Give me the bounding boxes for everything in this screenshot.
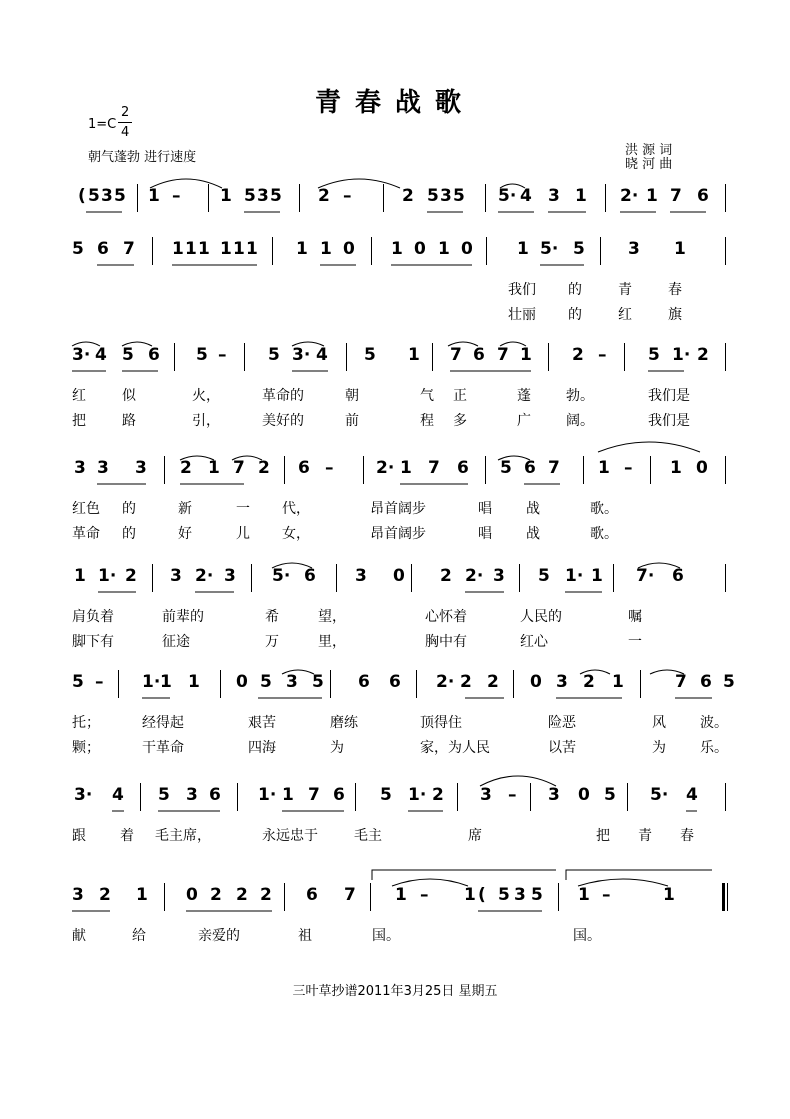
lyric-verse1: 红 xyxy=(72,388,86,404)
note: 5 xyxy=(114,186,126,206)
note: 1· xyxy=(258,785,277,805)
note: 1· xyxy=(408,785,427,805)
note: 2 xyxy=(583,672,595,692)
note: 2 xyxy=(440,566,452,586)
lyric-verse1: 国。 xyxy=(573,928,601,944)
note: 5 xyxy=(260,672,272,692)
lyric-verse2: 一 xyxy=(628,634,642,650)
note: 1 xyxy=(185,239,197,259)
lyric-verse2: 程 xyxy=(420,413,434,429)
lyric-verse1: 红色 xyxy=(72,501,100,517)
note: 5 xyxy=(122,345,134,365)
note: 0 xyxy=(343,239,355,259)
volta-bracket xyxy=(566,870,712,880)
slur xyxy=(598,442,700,452)
slur xyxy=(72,342,100,346)
lyric-verse2: 红心 xyxy=(520,634,548,650)
lyric-verse2: 好 xyxy=(178,526,192,542)
note: 2· xyxy=(436,672,455,692)
lyric-verse2: 唱 xyxy=(478,526,492,542)
note: 2· xyxy=(376,458,395,478)
note: 5 xyxy=(158,785,170,805)
lyric-verse1: 磨练 xyxy=(330,715,358,731)
note: 0 xyxy=(461,239,473,259)
note: 3 xyxy=(224,566,236,586)
note: 7 xyxy=(670,186,682,206)
lyric-verse1: 毛主席， xyxy=(155,828,211,844)
note: 3 xyxy=(257,186,269,206)
note: 4 xyxy=(520,186,532,206)
note: 1· xyxy=(672,345,691,365)
note: 1 xyxy=(233,239,245,259)
note: 2 xyxy=(99,885,111,905)
note: 2 xyxy=(210,885,222,905)
lyric-verse1: 春 xyxy=(680,828,694,844)
note: 5 xyxy=(88,186,100,206)
lyric-verse1: 的 xyxy=(122,501,136,517)
lyric-verse2: 引， xyxy=(192,413,220,429)
note: 1 xyxy=(282,785,294,805)
lyric-verse2: 胸中有 xyxy=(425,634,467,650)
note: 3 xyxy=(514,885,526,905)
note: 6 xyxy=(697,186,709,206)
note: 5 xyxy=(723,672,735,692)
note: 2 xyxy=(460,672,472,692)
note: 6 xyxy=(358,672,370,692)
note: 1· xyxy=(142,672,161,692)
lyric-verse2: 万 xyxy=(265,634,279,650)
lyric-verse2: 阔。 xyxy=(566,413,594,429)
note: 5 xyxy=(268,345,280,365)
note: 1 xyxy=(391,239,403,259)
lyric-verse1: 的 xyxy=(568,282,582,298)
lyric-verse1: 永远忠于 xyxy=(262,828,318,844)
slur xyxy=(150,179,222,188)
song-title: 青春战歌 xyxy=(314,88,475,118)
tempo-marking: 朝气蓬勃 进行速度 xyxy=(88,150,197,165)
lyric-verse2: 红 xyxy=(618,307,632,323)
lyric-verse1: 昂首阔步 xyxy=(370,501,426,517)
note: 7 xyxy=(450,345,462,365)
lyric-verse1: 艰苦 xyxy=(248,715,276,731)
slur xyxy=(318,179,400,188)
lyric-verse1: 国。 xyxy=(372,928,400,944)
note: 0 xyxy=(236,672,248,692)
lyric-verse1: 险恶 xyxy=(548,715,576,731)
lyric-verse1: 嘱 xyxy=(628,609,642,625)
note: 3· xyxy=(74,785,93,805)
lyric-verse1: 毛主 xyxy=(354,828,382,844)
slur xyxy=(272,563,312,568)
slur xyxy=(498,456,530,460)
lyric-verse2: 乐。 xyxy=(700,740,728,756)
lyric-verse2: 的 xyxy=(568,307,582,323)
lyric-verse2: 的 xyxy=(122,526,136,542)
note: 0 xyxy=(414,239,426,259)
note: 3· xyxy=(292,345,311,365)
note: – xyxy=(508,785,517,805)
lyricist-credit: 洪 源 词 xyxy=(625,143,673,158)
note: 0 xyxy=(530,672,542,692)
slur xyxy=(500,342,526,346)
lyric-verse1: 给 xyxy=(132,928,146,944)
footer-note: 三叶草抄谱2011年3月25日 星期五 xyxy=(292,984,498,999)
note: 1 xyxy=(663,885,675,905)
note: 3 xyxy=(135,458,147,478)
note: 3 xyxy=(186,785,198,805)
note: – xyxy=(624,458,633,478)
lyric-verse1: 风 xyxy=(652,715,666,731)
note: 5· xyxy=(498,186,517,206)
note: ( xyxy=(78,186,86,206)
lyric-verse1: 前辈的 xyxy=(162,609,204,625)
note: 1 xyxy=(320,239,332,259)
note: – xyxy=(602,885,611,905)
note: 3 xyxy=(101,186,113,206)
note: 0 xyxy=(578,785,590,805)
lyric-verse1: 望， xyxy=(318,609,346,625)
note: 7 xyxy=(548,458,560,478)
note: 3 xyxy=(493,566,505,586)
note: 1 xyxy=(198,239,210,259)
lyric-verse1: 战 xyxy=(526,501,540,517)
lyric-verse1: 青 xyxy=(618,282,632,298)
lyric-verse2: 广 xyxy=(517,413,531,429)
lyric-verse2: 战 xyxy=(526,526,540,542)
lyric-verse2: 四海 xyxy=(248,740,276,756)
note: 3 xyxy=(556,672,568,692)
note: 1 xyxy=(408,345,420,365)
note: 1 xyxy=(438,239,450,259)
note: 3 xyxy=(628,239,640,259)
note: 3 xyxy=(548,785,560,805)
note: 5 xyxy=(72,239,84,259)
note: – xyxy=(218,345,227,365)
lyric-verse1: 蓬 xyxy=(517,388,531,404)
note: 2 xyxy=(260,885,272,905)
lyric-verse1: 唱 xyxy=(478,501,492,517)
note: 3 xyxy=(440,186,452,206)
note: 3 xyxy=(74,458,86,478)
note: 6 xyxy=(700,672,712,692)
time-signature-top: 2 xyxy=(121,105,130,120)
note: 4 xyxy=(95,345,107,365)
note: 5· xyxy=(540,239,559,259)
note: 5 xyxy=(270,186,282,206)
note: 3 xyxy=(72,885,84,905)
note: 3 xyxy=(97,458,109,478)
note: 5 xyxy=(312,672,324,692)
lyric-verse1: 火， xyxy=(192,388,220,404)
lyric-verse1: 朝 xyxy=(345,388,359,404)
lyric-verse1: 顶得住 xyxy=(420,715,462,731)
note: – xyxy=(325,458,334,478)
lyric-verse1: 我们 xyxy=(508,282,536,298)
volta-bracket xyxy=(372,870,556,880)
lyric-verse1: 经得起 xyxy=(142,715,184,731)
note: 1 xyxy=(220,186,232,206)
note: 7 xyxy=(497,345,509,365)
note: 5 xyxy=(531,885,543,905)
note: 6 xyxy=(457,458,469,478)
lyric-verse1: 席 xyxy=(468,828,482,844)
note: 5 xyxy=(500,458,512,478)
note: 6 xyxy=(306,885,318,905)
note: 1 xyxy=(400,458,412,478)
note: 5 xyxy=(573,239,585,259)
lyric-verse1: 人民的 xyxy=(520,609,562,625)
lyric-verse1: 春 xyxy=(668,282,682,298)
lyric-verse1: 一 xyxy=(236,501,250,517)
note: 1 xyxy=(674,239,686,259)
lyric-verse2: 家，为人民 xyxy=(420,740,490,756)
time-signature-bottom: 4 xyxy=(121,125,130,140)
note: 1 xyxy=(208,458,220,478)
note: – xyxy=(95,672,104,692)
lyric-verse1: 勃。 xyxy=(566,388,594,404)
note: 4 xyxy=(316,345,328,365)
note: 7 xyxy=(344,885,356,905)
note: 5 xyxy=(604,785,616,805)
note: 5 xyxy=(196,345,208,365)
lyric-verse2: 里， xyxy=(318,634,346,650)
note: 7 xyxy=(233,458,245,478)
lyric-verse1: 气 xyxy=(420,388,434,404)
lyric-verse2: 脚下有 xyxy=(72,634,114,650)
lyric-verse1: 跟 xyxy=(72,828,86,844)
lyric-verse2: 把 xyxy=(72,413,86,429)
lyric-verse2: 为 xyxy=(652,740,666,756)
note: 6 xyxy=(672,566,684,586)
note: – xyxy=(598,345,607,365)
lyric-verse1: 献 xyxy=(72,928,86,944)
note: 1 xyxy=(395,885,407,905)
note: 7 xyxy=(428,458,440,478)
lyric-verse2: 前 xyxy=(345,413,359,429)
lyric-verse1: 似 xyxy=(122,388,136,404)
slur xyxy=(292,342,324,346)
note: 1 xyxy=(517,239,529,259)
slur xyxy=(578,879,668,886)
note: 1 xyxy=(172,239,184,259)
note: 0 xyxy=(186,885,198,905)
lyric-verse1: 我们是 xyxy=(648,388,690,404)
note: 2 xyxy=(258,458,270,478)
note: 2· xyxy=(195,566,214,586)
note: 2 xyxy=(487,672,499,692)
note: 1 xyxy=(612,672,624,692)
lyric-verse1: 亲爱的 xyxy=(198,928,240,944)
lyric-verse1: 希 xyxy=(265,609,279,625)
note: 5 xyxy=(498,885,510,905)
note: 3 xyxy=(548,186,560,206)
note: ( xyxy=(478,885,486,905)
note: 1 xyxy=(575,186,587,206)
lyric-verse2: 以苦 xyxy=(548,740,576,756)
slur xyxy=(232,456,262,460)
slur xyxy=(500,184,525,188)
lyric-verse2: 革命 xyxy=(72,526,100,542)
note: 2 xyxy=(180,458,192,478)
note: 1 xyxy=(670,458,682,478)
lyric-verse1: 革命的 xyxy=(262,388,304,404)
note: 1 xyxy=(520,345,532,365)
note: 6 xyxy=(148,345,160,365)
final-barline xyxy=(722,883,725,911)
lyric-verse1: 正 xyxy=(453,388,467,404)
note: 6 xyxy=(298,458,310,478)
note: 5 xyxy=(427,186,439,206)
note: 0 xyxy=(696,458,708,478)
note: 4 xyxy=(112,785,124,805)
lyric-verse1: 歌。 xyxy=(590,501,618,517)
note: 5· xyxy=(272,566,291,586)
note: 1 xyxy=(246,239,258,259)
note: 2· xyxy=(620,186,639,206)
lyric-verse1: 新 xyxy=(178,501,192,517)
note: 7 xyxy=(308,785,320,805)
note: 6 xyxy=(524,458,536,478)
lyric-verse2: 为 xyxy=(330,740,344,756)
note: 2 xyxy=(402,186,414,206)
note: 5 xyxy=(380,785,392,805)
note: 2 xyxy=(236,885,248,905)
note: 1 xyxy=(74,566,86,586)
lyric-verse2: 多 xyxy=(453,413,467,429)
slur xyxy=(480,776,556,786)
note: 6 xyxy=(97,239,109,259)
note: 1 xyxy=(220,239,232,259)
note: 1 xyxy=(464,885,476,905)
lyric-verse1: 波。 xyxy=(700,715,728,731)
note: 4 xyxy=(686,785,698,805)
note: 3· xyxy=(72,345,91,365)
note: 6 xyxy=(209,785,221,805)
lyric-verse2: 颗； xyxy=(72,740,100,756)
slur xyxy=(392,879,468,886)
note: 1 xyxy=(578,885,590,905)
note: 5· xyxy=(650,785,669,805)
lyric-verse1: 心怀着 xyxy=(425,609,467,625)
lyric-verse1: 青 xyxy=(638,828,652,844)
note: 2· xyxy=(465,566,484,586)
composer-credit: 晓 河 曲 xyxy=(625,157,673,172)
note: – xyxy=(172,186,181,206)
note: – xyxy=(420,885,429,905)
lyric-verse1: 代， xyxy=(282,501,310,517)
note: 6 xyxy=(473,345,485,365)
note: 6 xyxy=(333,785,345,805)
note: 2 xyxy=(432,785,444,805)
note: 5 xyxy=(244,186,256,206)
key-signature: 1=C xyxy=(88,117,117,132)
lyric-verse2: 我们是 xyxy=(648,413,690,429)
note: 1 xyxy=(296,239,308,259)
note: 1· xyxy=(565,566,584,586)
lyric-verse2: 歌。 xyxy=(590,526,618,542)
note: – xyxy=(343,186,352,206)
slur xyxy=(650,670,684,674)
note: 6 xyxy=(389,672,401,692)
lyric-verse2: 昂首阔步 xyxy=(370,526,426,542)
lyric-verse2: 路 xyxy=(122,413,136,429)
note: 1 xyxy=(646,186,658,206)
note: 1 xyxy=(148,186,160,206)
slur xyxy=(282,670,314,674)
lyric-verse2: 征途 xyxy=(162,634,190,650)
slur xyxy=(180,456,214,460)
lyric-verse2: 干革命 xyxy=(142,740,184,756)
note: 1· xyxy=(98,566,117,586)
note: 1 xyxy=(591,566,603,586)
lyric-verse1: 肩负着 xyxy=(72,609,114,625)
note: 2 xyxy=(125,566,137,586)
note: 6 xyxy=(304,566,316,586)
note: 0 xyxy=(393,566,405,586)
note: 1 xyxy=(598,458,610,478)
note: 1 xyxy=(160,672,172,692)
lyric-verse1: 着 xyxy=(120,828,134,844)
note: 3 xyxy=(480,785,492,805)
lyric-verse2: 女， xyxy=(282,526,310,542)
lyric-verse1: 把 xyxy=(596,828,610,844)
slur xyxy=(122,342,152,346)
note: 3 xyxy=(286,672,298,692)
note: 5 xyxy=(453,186,465,206)
note: 7· xyxy=(636,566,655,586)
note: 5 xyxy=(364,345,376,365)
lyric-verse2: 儿 xyxy=(236,526,250,542)
lyric-verse1: 托； xyxy=(72,715,100,731)
note: 1 xyxy=(136,885,148,905)
note: 5 xyxy=(538,566,550,586)
slur xyxy=(580,670,610,674)
note: 5 xyxy=(72,672,84,692)
slur xyxy=(638,563,680,568)
lyric-verse2: 美好的 xyxy=(262,413,304,429)
slur xyxy=(448,342,478,346)
note: 1 xyxy=(188,672,200,692)
note: 7 xyxy=(675,672,687,692)
note: 7 xyxy=(123,239,135,259)
lyric-verse1: 祖 xyxy=(298,928,312,944)
note: 3 xyxy=(170,566,182,586)
note: 5 xyxy=(648,345,660,365)
note: 3 xyxy=(355,566,367,586)
lyric-verse2: 旗 xyxy=(668,307,682,323)
lyric-verse2: 壮丽 xyxy=(508,307,536,323)
note: 2 xyxy=(318,186,330,206)
note: 2 xyxy=(697,345,709,365)
note: 2 xyxy=(572,345,584,365)
